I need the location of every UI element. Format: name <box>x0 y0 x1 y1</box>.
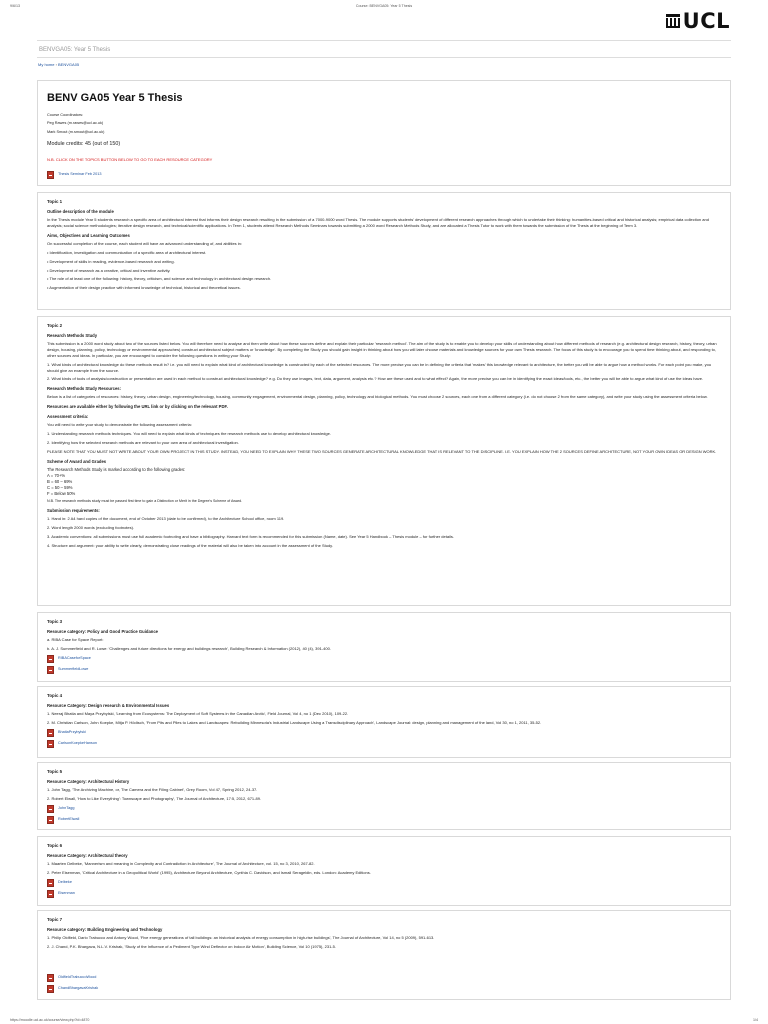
topic-3-section <box>37 612 731 682</box>
grade-line: F = Below 50% <box>47 490 76 496</box>
paragraph: 1. What kinds of architectural knowledge do these methods result in? i.e. you will need to explain what kind of architectural knowledge is constructed by each of the selected resources. The more precise you can be in defining the criteria that 'makes' this knowledge relevant to architecture, the better you will be able to argue how a method works. For each point you make, you should give an example from the source. <box>47 361 712 373</box>
section-heading: Resource Category: Architectural History <box>47 779 130 785</box>
pdf-icon <box>47 816 54 824</box>
paragraph: On successful completion of the course, each student will have an advanced understanding of, and abilities in: <box>47 241 243 247</box>
list-item: 1. Understanding research methods techniques. You will need to explain what kinds of techniques the research methods use to develop architectural knowledge. <box>47 431 331 437</box>
pdf-resource[interactable] <box>47 985 721 993</box>
section-heading: Resource Category: Architectural theory <box>47 853 128 859</box>
grade-line: B = 60 – 69% <box>47 478 73 484</box>
topic-label: Topic 1 <box>47 199 63 204</box>
topic-2-section <box>37 316 731 606</box>
section-heading: Aims, Objectives and Learning Outcomes <box>47 233 130 239</box>
pdf-label[interactable]: OldfieldTrabuccoWood <box>58 975 97 980</box>
topic-label: Topic 3 <box>47 619 63 624</box>
paragraph: You will need to write your study to demonstrate the following assessment criteria: <box>47 422 192 428</box>
list-item: 1. Hand in: 2 A4 hard copies of the document, end of October 2013 (date to be confirmed), to the Architecture School office, room 119. <box>47 516 285 522</box>
logo-text: UCL <box>682 8 730 33</box>
pdf-label[interactable]: CarlsonKoepkeHanson <box>58 741 98 746</box>
reference-item: 2. Peter Eisenman, 'Critical Architecture in a Geopolitical World' (1995), Architecture Beyond Architecture, Cynthia C. Davidson, and Ismail Serageldin, eds. London: Academy Editions. <box>47 870 371 876</box>
course-header-title: BENVGA05: Year 5 Thesis <box>39 47 111 53</box>
pdf-label[interactable]: ChandBhargavaKrishak <box>58 986 99 991</box>
topic-4-section <box>37 686 731 758</box>
coordinator-2: Mark Smout (m.smout@ucl.ac.uk) <box>47 129 105 134</box>
reference-item: 2. M. Christian Carlson, John Koepke, Mitja P. Hödisch, 'From Pits and Piles to Lakes and Landscapes: Rebuilding Minnesota's Industrial Landscape Using a Transdisciplinary Approach', Landscape Journal: design, planning and management of the land, Vol 30, no 1, 2011, 35-52. <box>47 720 542 726</box>
section-heading: Resources are available either by following the URL link or by clicking on the relevant PDF. <box>47 404 228 410</box>
grade-line: A = 70+% <box>47 472 66 478</box>
reference-item: 2. Robert Elwall, 'How to Like Everything': Townscape and Photography', The Journal of Architecture, 17:5, 2012, 671-89. <box>47 796 262 802</box>
module-credits: Module credits: 45 (out of 150) <box>47 141 121 148</box>
pdf-resource[interactable] <box>47 666 721 674</box>
pdf-icon <box>47 805 54 813</box>
topic-label: Topic 4 <box>47 693 63 698</box>
pdf-resource[interactable] <box>47 974 721 982</box>
breadcrumb-home[interactable]: My home <box>38 62 55 67</box>
section-heading: Research Methods Study <box>47 333 98 339</box>
reference-item: 1. John Tagg, 'The Archiving Machine, or, The Camera and the Filing Cabinet', Grey Room, Vol 47, Spring 2012, 24-37. <box>47 787 258 793</box>
list-item: 4. Structure and argument: your ability to write clearly, demonstrating close readings of the material will also be taken into account in the assessment of the Study. <box>47 542 333 548</box>
section-heading: Resource category: Policy and Good Practice Guidance <box>47 629 159 635</box>
topic-6-section <box>37 836 731 906</box>
resource-label[interactable]: Thesis Seminar Feb 2013 <box>58 172 102 177</box>
list-item: • The role of at least one of the following: history, theory, criticism, and science and technology in architectural design research. <box>47 276 272 282</box>
ucl-logo[interactable] <box>666 10 730 32</box>
section-heading: Research Methods Study Resources: <box>47 386 122 392</box>
coordinator-1: Peg Rawes (m.rawes@ucl.ac.uk) <box>47 121 104 126</box>
list-item: • Development of research as a creative, critical and inventive activity. <box>47 267 171 273</box>
pdf-icon <box>47 655 54 663</box>
page-title: BENV GA05 Year 5 Thesis <box>47 92 183 104</box>
pdf-label[interactable]: SummerfieldLowe <box>58 667 89 672</box>
print-header <box>10 4 758 12</box>
paragraph: N.B. The research methods study must be passed first time to gain a Distinction or Merit in the Degree's Scheme of Award. <box>47 499 243 504</box>
pdf-label[interactable]: RobertElwall <box>58 817 80 822</box>
pdf-resource[interactable] <box>47 655 721 663</box>
pdf-label[interactable]: Eisenman <box>58 891 75 896</box>
pdf-resource[interactable] <box>47 740 721 748</box>
pdf-icon <box>47 729 54 737</box>
pdf-resource[interactable] <box>47 879 721 887</box>
ucl-portico-icon <box>666 14 680 28</box>
spacer <box>47 953 721 971</box>
pdf-resource[interactable] <box>47 890 721 898</box>
list-item: • Development of skills in reading, evidence-based research and writing. <box>47 258 175 264</box>
grade-line: C = 50 – 59% <box>47 484 73 490</box>
print-date: 9/6/13 <box>10 4 20 8</box>
section-heading: Resource Category: Design research & Environmental Issues <box>47 703 170 709</box>
print-title: Course: BENVGA05: Year 5 Thesis <box>355 4 413 8</box>
resource-link[interactable] <box>47 171 721 179</box>
list-item: • Augmentation of their design practice with informed knowledge of technical, historical and theoretical issues. <box>47 285 241 291</box>
section-heading: Outline description of the module <box>47 209 114 215</box>
breadcrumb-separator: › <box>54 62 59 67</box>
reference-item: 1. Philip Oldfield, Dario Trabucco and Antony Wood, 'Five energy generations of tall buildings: an historical analysis of energy consumption in high-rise buildings', The Journal of Architecture, Vol 14, no 5 (2009), 591-613. <box>47 935 435 941</box>
pdf-resource[interactable] <box>47 729 721 737</box>
coordinators-label: Course Coordinators: <box>47 112 84 117</box>
list-item: • Identification, investigation and communication of a specific area of architectural interest. <box>47 249 207 255</box>
topic-label: Topic 7 <box>47 917 63 922</box>
paragraph: PLEASE NOTE THAT YOU MUST NOT WRITE ABOUT YOUR OWN PROJECT IN THIS STUDY. INSTEAD, YOU NEED TO EXPLAIN WHY THESE TWO SOURCES GENERATE ARCHITECTURAL KNOWLEDGE THAT IS RELEVANT TO THE DISCIPLINE. I.E. YOU EXPLAIN HOW THE 2 SOURCES DEFINE ARCHITECTURE, NOT YOUR OWN IDEAS OR DESIGN WORK. <box>47 448 717 454</box>
pdf-label[interactable]: RIBACaseforSpace <box>58 656 91 661</box>
reference-item: 1. Maarten Delbeke, 'Mannerism and meaning in Complexity and Contradiction in Architecture', The Journal of Architecture, vol. 15, no 3, 2010, 267-82. <box>47 861 315 867</box>
grade-line: The Research Methods Study is marked according to the following grades: <box>47 466 186 472</box>
course-summary-section <box>37 80 731 186</box>
reference-item: 1. Neeraj Bhatia and Maya Przybylski, 'Learning from Ecosystems: The Deployment of Soft Systems in the Canadian Arctic', Field Journal, Vol 4, no 1 (Dec 2010), 109-22. <box>47 711 349 717</box>
paragraph: This submission is a 2000 word study about two of the sources listed below. You will therefore need to analyse and then write about how these sources define and explain their particular 'research method'. The aim of the study is to enable you to develop your skills of understanding about how different methods of research (e.g. architectural design research, history, theory, urban design, housing, planning, policy, technology or environmental approaches) construct architectural subject matters or 'knowledge'. By completing the Study you should gain insight in thinking about how you will later choose materials and knowledge sources for your own Thesis research. The focus of this study is to encourage you to spend time thinking about, and responding to, other sources and ideas. In particular, you are encouraged to consider the following questions in writing your Study: <box>47 341 717 359</box>
paragraph: Below is a list of categories of resources: history, theory, urban design, engineering/technology, housing, community engagement, environmental design, planning, policy, technology and biological methods. You must choose 2 sources, each one from a different category (i.e. do not choose 2 from the same category), and write your study using the assessment criteria below. <box>47 394 708 400</box>
pdf-icon <box>47 879 54 887</box>
pdf-label[interactable]: Delbeke <box>58 880 72 885</box>
topic-5-section <box>37 762 731 830</box>
breadcrumb-course[interactable]: BENVGA05 <box>58 62 80 67</box>
reference-item: 2. J. Chand, P.K. Bhargava, N.L.V. Krishak, 'Study of the Influence of a Pediment Type Wind Deflector on Indoor Air Motion', Building Science, Vol 10 (1975), 231-5. <box>47 944 336 950</box>
pdf-icon <box>47 890 54 898</box>
print-page: 1/4 <box>753 1018 758 1022</box>
breadcrumb <box>38 62 79 68</box>
topic-label: Topic 2 <box>47 323 63 328</box>
topic-7-section <box>37 910 731 1000</box>
list-item: 3. Academic conventions: all submissions must use full academic footnoting and have a bibliography. Harvard text form is recommended for this submission (Name, date). See Year 5 Handbook – Thesis module – for further details. <box>47 533 454 539</box>
pdf-resource[interactable] <box>47 805 721 813</box>
reference-item: b. A. J. Summerfield and R. Lowe: 'Challenges and future directions for energy and buildings research', Building Research & Information (2012), 40 (4), 391-400. <box>47 646 331 652</box>
list-item: 2. Word length 2000 words (excluding footnotes). <box>47 525 135 531</box>
topic-label: Topic 6 <box>47 843 63 848</box>
pdf-label[interactable]: JohnTagg <box>58 806 75 811</box>
pdf-resource[interactable] <box>47 816 721 824</box>
pdf-label[interactable]: BhatiaPrzybylski <box>58 730 86 735</box>
pdf-icon <box>47 171 54 179</box>
print-url: https://moodle.ucl.ac.uk/course/view.php?id=4870 <box>10 1018 90 1022</box>
section-heading: Submission requirements: <box>47 508 100 514</box>
reference-item: a. RIBA Case for Space Report: <box>47 637 104 643</box>
section-heading: Assessment criteria: <box>47 414 89 420</box>
course-header-bar <box>37 40 731 58</box>
paragraph: 2. What kinds of tools of analysis/construction or presentation are used in each method to construct architectural knowledge? e.g. Do they use images, text, data, argument, analysis etc.? How are these used and to what effect? Again, the more precise you can be in identifying the exact ideas/tools, etc., the better you will be able to argue what kind of use the ideas have. <box>47 376 704 382</box>
section-heading: Scheme of Award and Grades <box>47 458 107 464</box>
pdf-icon <box>47 985 54 993</box>
topics-notice: N.B. CLICK ON THE TOPICS BUTTON BELOW TO GO TO EACH RESOURCE CATEGORY <box>47 157 213 163</box>
section-heading: Resource category: Building Engineering and Technology <box>47 927 163 933</box>
paragraph: In the Thesis module Year 5 students research a specific area of architectural interest that informs their design research resulting in the submission of a 7000-9000 word Thesis. The module supports students' development of different research approaches through which to undertake their thinking: humanities-based critical and historical analysis; empirical data collection and analysis; social science methodologies; iterative design research, and technical/scientific applications. In Term 1, students attend Research Methods Seminars towards submitting a 2000 word Research Methods Study, and are allocated a Thesis Tutor to work with them towards the submission of the Thesis at the beginning of Term 3. <box>47 217 709 229</box>
pdf-icon <box>47 666 54 674</box>
topic-label: Topic 5 <box>47 769 63 774</box>
pdf-icon <box>47 740 54 748</box>
pdf-icon <box>47 974 54 982</box>
list-item: 2. Identifying how the selected research methods are relevant to your own area of architectural investigation. <box>47 439 239 445</box>
topic-1-section <box>37 192 731 310</box>
